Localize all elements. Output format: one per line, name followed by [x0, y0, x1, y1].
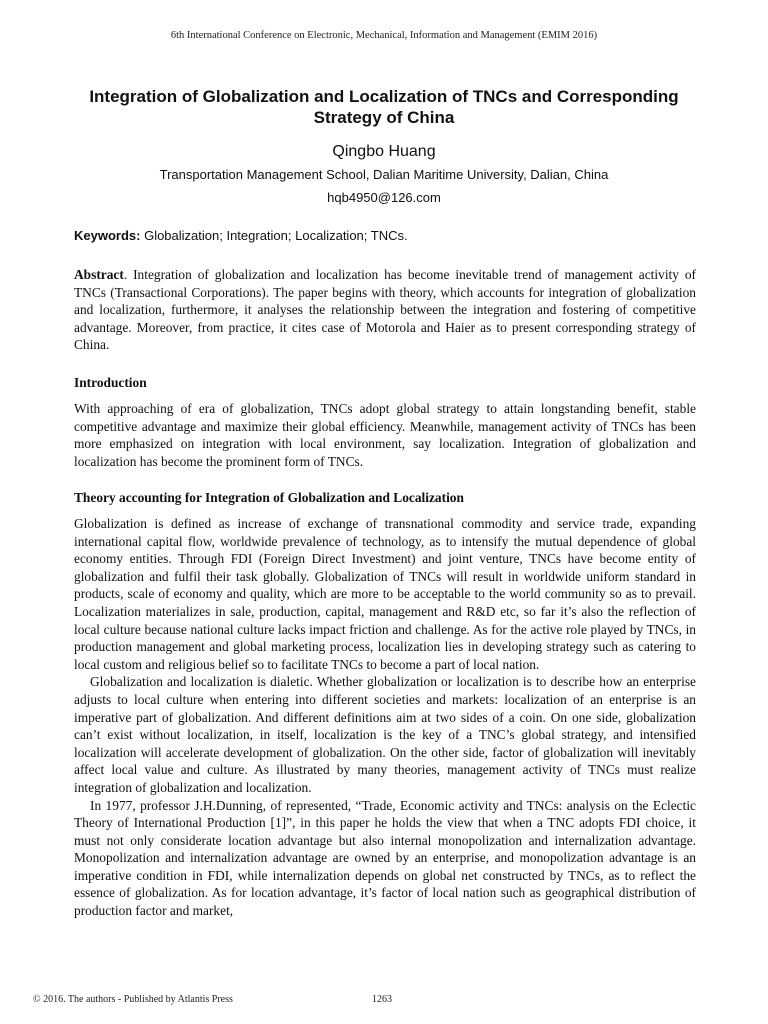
keywords-line	[74, 228, 696, 243]
intro-paragraph: With approaching of era of globalization, TNCs adopt global strategy to attain longstanding benefit, stable competitive advantage and maximize their global efficiency. Meanwhile, management activity of TNCs has been more emphasized on integration with local environment, say localization. Integration of globalization and localization has become the prominent form of TNCs.	[74, 401, 696, 469]
copyright-notice: © 2016. The authors - Published by Atlantis Press	[33, 994, 233, 1005]
section-introduction	[74, 400, 696, 470]
keywords-label: Keywords:	[74, 228, 141, 243]
abstract-block	[74, 266, 696, 354]
conference-header: 6th International Conference on Electronic, Mechanical, Information and Management (EMIM 2016)	[170, 30, 598, 41]
page-footer	[33, 994, 733, 1005]
abstract-paragraph	[74, 266, 696, 354]
abstract-label: Abstract	[74, 267, 124, 282]
keywords-list: Globalization; Integration; Localization; TNCs.	[140, 228, 408, 243]
page-number: 1263	[372, 994, 392, 1005]
theory-paragraph-2: Globalization and localization is dialetic. Whether globalization or localization is to describe how an enterprise adjusts to local culture when entering into different societies and markets: localization of an enterprise is an imperative part of globalization. And different definitions aim at two sides of a coin. On one side, globalization can’t exist without localization, in itself, localization is the key of a TNC’s global strategy, and intensified localization will accelerate development of globalization. On the other side, factor of globalization will inevitably affect local value and culture. As illustrated by many theories, management activity of TNCs must realize integration of globalization and localization.	[74, 674, 696, 795]
theory-paragraph-3: In 1977, professor J.H.Dunning, of represented, “Trade, Economic activity and TNCs: analysis on the Eclectic Theory of International Production [1]”, in this paper he holds the view that when a TNC adopts FDI choice, it must not only considerate location advantage but also internal monopolization and internalization advantage. Monopolization and internalization advantage are owned by an enterprise, and monopolization advantage is an imperative condition in FDI, while internalization depends on global net constructed by TNCs, as to reflect the essence of globalization. As for location advantage, it’s factor of local nation such as geographical distribution of production factor and market,	[74, 797, 696, 919]
abstract-text: . Integration of globalization and localization has become inevitable trend of management activity of TNCs (Transactional Corporations). The paper begins with theory, which accounts for integration of globalization and localization, furthermore, it analyses the relationship between the integration and fostering of competitive advantage. Moreover, from practice, it cites case of Motorola and Haier as to present corresponding strategy of China.	[74, 267, 696, 353]
section-theory	[74, 515, 696, 920]
author-email: hqb4950@126.com	[327, 190, 441, 205]
author-affiliation: Transportation Management School, Dalian Maritime University, Dalian, China	[159, 167, 609, 182]
theory-paragraph-1: Globalization is defined as increase of exchange of transnational commodity and service trade, expanding international capital flow, worldwide prevalence of technology, as to intensify the mutual dependence of global economy entities. Through FDI (Foreign Direct Investment) and joint venture, TNCs have become entity of globalization and fulfil their task globally. Globalization of TNCs will result in worldwide uniform standard in products, scale of economy and quality, which are more to be acceptable to the world community so as to prevail. Localization materializes in sale, production, capital, management and R&D etc, so far it’s also the reflection of local culture because national culture lacks impact friction and challenge. As for the active role played by TNCs, in production management and global marketing process, localization lies in developing strategy such as catering to local custom and religious belief so to facilitate TNCs to become a part of local nation.	[74, 516, 696, 672]
section-heading-introduction: Introduction	[74, 375, 147, 390]
author-name: Qingbo Huang	[332, 143, 436, 160]
paper-title: Integration of Globalization and Localization of TNCs and Corresponding Strategy of China	[89, 87, 679, 127]
section-heading-theory: Theory accounting for Integration of Globalization and Localization	[74, 490, 464, 505]
